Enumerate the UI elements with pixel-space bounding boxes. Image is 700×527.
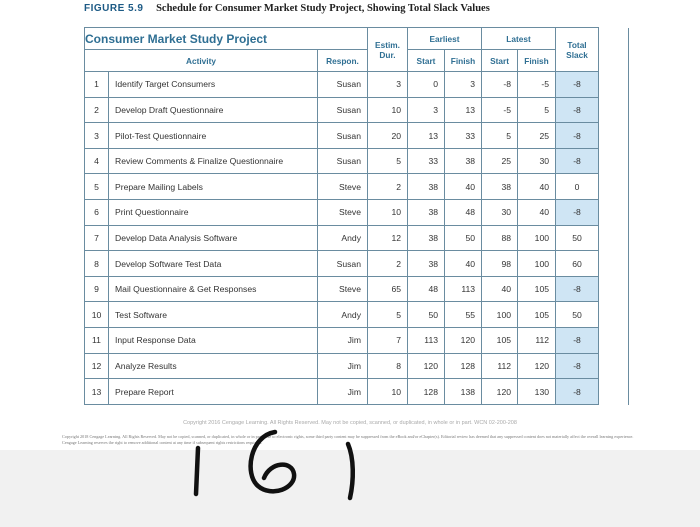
total-slack-cell: -8 bbox=[556, 123, 599, 149]
latest-start-cell: 38 bbox=[482, 174, 518, 200]
row-number: 8 bbox=[85, 251, 109, 277]
activity-cell: Develop Software Test Data bbox=[109, 251, 318, 277]
row-number: 13 bbox=[85, 379, 109, 405]
earliest-start-cell: 113 bbox=[408, 328, 445, 354]
table-row bbox=[85, 148, 629, 174]
table-row bbox=[85, 97, 629, 123]
table-row bbox=[85, 200, 629, 226]
latest-finish-cell: 130 bbox=[518, 379, 556, 405]
empty-cell bbox=[599, 276, 629, 302]
earliest-finish-cell: 40 bbox=[445, 251, 482, 277]
activity-cell: Print Questionnaire bbox=[109, 200, 318, 226]
header-latest-start: Start bbox=[482, 50, 518, 72]
table-row bbox=[85, 251, 629, 277]
latest-finish-cell: 105 bbox=[518, 276, 556, 302]
earliest-start-cell: 48 bbox=[408, 276, 445, 302]
earliest-finish-cell: 40 bbox=[445, 174, 482, 200]
latest-start-cell: 100 bbox=[482, 302, 518, 328]
earliest-finish-cell: 113 bbox=[445, 276, 482, 302]
earliest-start-cell: 3 bbox=[408, 97, 445, 123]
row-number: 12 bbox=[85, 353, 109, 379]
header-latest-finish: Finish bbox=[518, 50, 556, 72]
latest-start-cell: 105 bbox=[482, 328, 518, 354]
empty-cell bbox=[599, 302, 629, 328]
figure-label: FIGURE 5.9 bbox=[84, 3, 144, 14]
earliest-finish-cell: 138 bbox=[445, 379, 482, 405]
duration-cell: 10 bbox=[368, 97, 408, 123]
latest-finish-cell: 25 bbox=[518, 123, 556, 149]
activity-cell: Analyze Results bbox=[109, 353, 318, 379]
activity-cell: Develop Data Analysis Software bbox=[109, 225, 318, 251]
latest-finish-cell: 112 bbox=[518, 328, 556, 354]
respon-cell: Susan bbox=[318, 97, 368, 123]
figure-title: Schedule for Consumer Market Study Project, Showing Total Slack Values bbox=[156, 3, 490, 14]
row-number: 10 bbox=[85, 302, 109, 328]
latest-finish-cell: -5 bbox=[518, 72, 556, 98]
earliest-finish-cell: 33 bbox=[445, 123, 482, 149]
header-respon: Respon. bbox=[318, 50, 368, 72]
total-slack-cell: -8 bbox=[556, 97, 599, 123]
empty-cell bbox=[599, 148, 629, 174]
earliest-start-cell: 0 bbox=[408, 72, 445, 98]
duration-cell: 20 bbox=[368, 123, 408, 149]
header-earliest: Earliest bbox=[408, 28, 482, 50]
respon-cell: Susan bbox=[318, 251, 368, 277]
header-estim-dur: Estim. Dur. bbox=[368, 28, 408, 72]
duration-cell: 10 bbox=[368, 200, 408, 226]
duration-cell: 3 bbox=[368, 72, 408, 98]
total-slack-cell: -8 bbox=[556, 353, 599, 379]
empty-cell bbox=[599, 225, 629, 251]
header-earliest-start: Start bbox=[408, 50, 445, 72]
earliest-start-cell: 38 bbox=[408, 225, 445, 251]
latest-finish-cell: 30 bbox=[518, 148, 556, 174]
table-row bbox=[85, 123, 629, 149]
row-number: 4 bbox=[85, 148, 109, 174]
total-slack-cell: 0 bbox=[556, 174, 599, 200]
latest-finish-cell: 100 bbox=[518, 251, 556, 277]
copyright-notice: Copyright 2016 Cengage Learning. All Rights Reserved. May not be copied, scanned, or duplicated, in whole or in part. WCN 02-200-208 bbox=[183, 420, 517, 426]
row-number: 5 bbox=[85, 174, 109, 200]
table-row bbox=[85, 379, 629, 405]
activity-cell: Prepare Mailing Labels bbox=[109, 174, 318, 200]
activity-cell: Mail Questionnaire & Get Responses bbox=[109, 276, 318, 302]
latest-finish-cell: 40 bbox=[518, 174, 556, 200]
total-slack-cell: -8 bbox=[556, 328, 599, 354]
earliest-start-cell: 38 bbox=[408, 174, 445, 200]
earliest-finish-cell: 50 bbox=[445, 225, 482, 251]
empty-cell bbox=[599, 174, 629, 200]
latest-start-cell: 98 bbox=[482, 251, 518, 277]
earliest-start-cell: 128 bbox=[408, 379, 445, 405]
duration-cell: 12 bbox=[368, 225, 408, 251]
earliest-start-cell: 38 bbox=[408, 200, 445, 226]
latest-start-cell: 25 bbox=[482, 148, 518, 174]
duration-cell: 2 bbox=[368, 251, 408, 277]
latest-start-cell: 120 bbox=[482, 379, 518, 405]
respon-cell: Steve bbox=[318, 174, 368, 200]
latest-finish-cell: 105 bbox=[518, 302, 556, 328]
empty-cell bbox=[599, 97, 629, 123]
respon-cell: Jim bbox=[318, 328, 368, 354]
latest-finish-cell: 40 bbox=[518, 200, 556, 226]
earliest-finish-cell: 55 bbox=[445, 302, 482, 328]
respon-cell: Steve bbox=[318, 200, 368, 226]
latest-finish-cell: 5 bbox=[518, 97, 556, 123]
activity-cell: Test Software bbox=[109, 302, 318, 328]
empty-cell bbox=[599, 251, 629, 277]
schedule-table bbox=[84, 27, 629, 405]
duration-cell: 7 bbox=[368, 328, 408, 354]
legal-notice: Copyright 2018 Cengage Learning. All Rights Reserved. May not be copied, scanned, or duplicated, in whole or in part. Due to electronic rights, some third party content may be suppressed from the eBook and/or eChapter(s). Editorial review has deemed that any suppressed content does not materially affect the overall learning experience. Cengage Learning reserves the right to remove additional content at any time if subsequent rights restrictions require it. bbox=[62, 434, 634, 445]
total-slack-cell: 50 bbox=[556, 302, 599, 328]
table-row bbox=[85, 328, 629, 354]
row-number: 6 bbox=[85, 200, 109, 226]
duration-cell: 8 bbox=[368, 353, 408, 379]
latest-start-cell: 30 bbox=[482, 200, 518, 226]
duration-cell: 10 bbox=[368, 379, 408, 405]
row-number: 3 bbox=[85, 123, 109, 149]
row-number: 11 bbox=[85, 328, 109, 354]
row-number: 9 bbox=[85, 276, 109, 302]
table-row bbox=[85, 174, 629, 200]
respon-cell: Susan bbox=[318, 148, 368, 174]
header-earliest-finish: Finish bbox=[445, 50, 482, 72]
empty-cell bbox=[599, 72, 629, 98]
respon-cell: Steve bbox=[318, 276, 368, 302]
activity-cell: Develop Draft Questionnaire bbox=[109, 97, 318, 123]
table-row bbox=[85, 276, 629, 302]
latest-start-cell: 112 bbox=[482, 353, 518, 379]
latest-finish-cell: 120 bbox=[518, 353, 556, 379]
earliest-start-cell: 33 bbox=[408, 148, 445, 174]
earliest-start-cell: 38 bbox=[408, 251, 445, 277]
header-latest: Latest bbox=[482, 28, 556, 50]
latest-start-cell: 5 bbox=[482, 123, 518, 149]
handwritten-marks bbox=[180, 418, 380, 503]
activity-cell: Pilot-Test Questionnaire bbox=[109, 123, 318, 149]
empty-cell bbox=[599, 123, 629, 149]
empty-cell bbox=[599, 379, 629, 405]
total-slack-cell: -8 bbox=[556, 72, 599, 98]
latest-start-cell: 88 bbox=[482, 225, 518, 251]
duration-cell: 5 bbox=[368, 148, 408, 174]
respon-cell: Andy bbox=[318, 225, 368, 251]
duration-cell: 2 bbox=[368, 174, 408, 200]
table-row bbox=[85, 302, 629, 328]
earliest-start-cell: 50 bbox=[408, 302, 445, 328]
table-row bbox=[85, 225, 629, 251]
earliest-finish-cell: 128 bbox=[445, 353, 482, 379]
empty-header-cell bbox=[599, 28, 629, 72]
table-body bbox=[85, 72, 629, 405]
empty-cell bbox=[599, 353, 629, 379]
total-slack-cell: -8 bbox=[556, 200, 599, 226]
total-slack-cell: -8 bbox=[556, 148, 599, 174]
header-total-slack: Total Slack bbox=[556, 28, 599, 72]
header-activity: Activity bbox=[85, 50, 318, 72]
earliest-finish-cell: 38 bbox=[445, 148, 482, 174]
respon-cell: Jim bbox=[318, 379, 368, 405]
row-number: 7 bbox=[85, 225, 109, 251]
table-row bbox=[85, 353, 629, 379]
respon-cell: Susan bbox=[318, 72, 368, 98]
duration-cell: 65 bbox=[368, 276, 408, 302]
activity-cell: Review Comments & Finalize Questionnaire bbox=[109, 148, 318, 174]
earliest-finish-cell: 3 bbox=[445, 72, 482, 98]
total-slack-cell: 60 bbox=[556, 251, 599, 277]
empty-cell bbox=[599, 200, 629, 226]
earliest-start-cell: 13 bbox=[408, 123, 445, 149]
earliest-finish-cell: 120 bbox=[445, 328, 482, 354]
empty-cell bbox=[599, 328, 629, 354]
activity-cell: Identify Target Consumers bbox=[109, 72, 318, 98]
respon-cell: Andy bbox=[318, 302, 368, 328]
total-slack-cell: -8 bbox=[556, 379, 599, 405]
latest-start-cell: -8 bbox=[482, 72, 518, 98]
latest-start-cell: -5 bbox=[482, 97, 518, 123]
earliest-finish-cell: 13 bbox=[445, 97, 482, 123]
latest-finish-cell: 100 bbox=[518, 225, 556, 251]
total-slack-cell: 50 bbox=[556, 225, 599, 251]
respon-cell: Susan bbox=[318, 123, 368, 149]
earliest-finish-cell: 48 bbox=[445, 200, 482, 226]
respon-cell: Jim bbox=[318, 353, 368, 379]
row-number: 2 bbox=[85, 97, 109, 123]
activity-cell: Input Response Data bbox=[109, 328, 318, 354]
latest-start-cell: 40 bbox=[482, 276, 518, 302]
duration-cell: 5 bbox=[368, 302, 408, 328]
project-title: Consumer Market Study Project bbox=[85, 28, 368, 50]
activity-cell: Prepare Report bbox=[109, 379, 318, 405]
earliest-start-cell: 120 bbox=[408, 353, 445, 379]
total-slack-cell: -8 bbox=[556, 276, 599, 302]
row-number: 1 bbox=[85, 72, 109, 98]
table-row bbox=[85, 72, 629, 98]
figure-caption bbox=[84, 3, 490, 14]
